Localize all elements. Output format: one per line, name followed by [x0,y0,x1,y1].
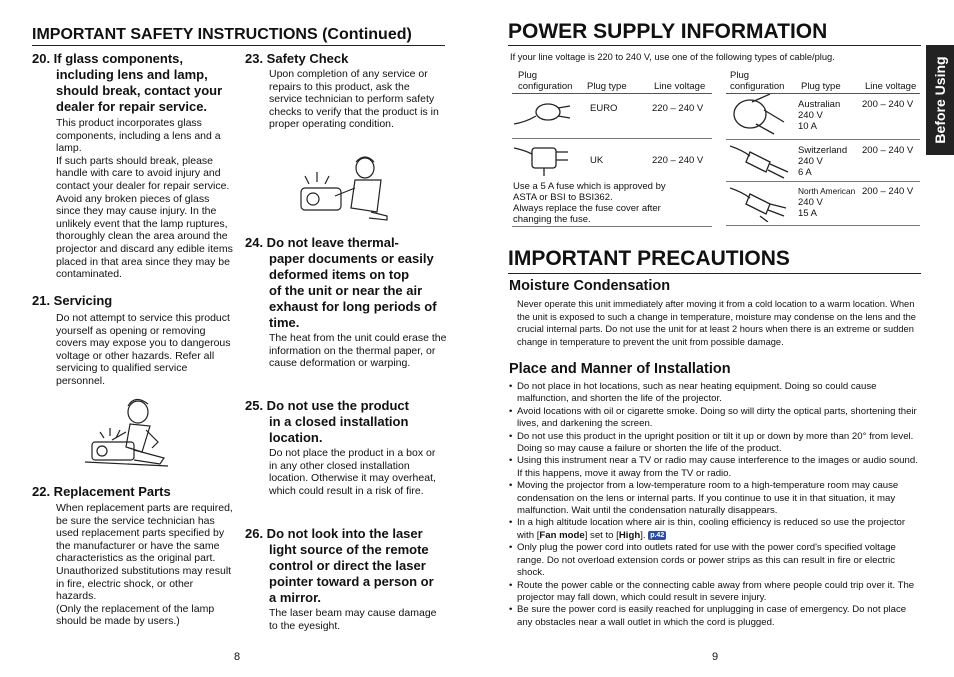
item-25-title [245,398,450,446]
line-voltage-header-2: Line voltage [865,81,917,92]
moisture-body: Never operate this unit immediately after moving it from a cold location to a warm location. When the unit is exposed to such a change in temperature, moisture may condense on the lens and the crucial internal parts. Do not use the unit for at least 2 hours when there is an extreme or sudden change in temperature to prevent the unit from possible damage. [517,299,916,347]
bullet-item: • Do not use this product in the upright position or tilt it up or down by more than 20° from level. Doing so may cause a failure or shorten the life of the product. [509,431,923,456]
plug-config-header-2: Plug configuration [730,70,785,92]
before-using-side-tab [926,45,954,155]
uk-fuse-note: Use a 5 A fuse which is approved by ASTA or BSI to BSI362. Always replace the fuse cover after changing the fuse. [513,181,666,225]
page-reference-badge[interactable]: p.42 [650,531,665,539]
item-24-line: time. [269,315,300,330]
table-rule [512,226,712,227]
uk-type: UK [590,155,604,166]
power-supply-title: POWER SUPPLY INFORMATION [508,20,828,43]
item-26-line: control or direct the laser [269,558,426,573]
item-20-title [32,51,237,115]
power-intro: If your line voltage is 220 to 240 V, use one of the following types of cable/plug. [510,52,835,62]
plug-type-header: Plug type [587,81,627,92]
item-26-title [245,526,450,606]
table-rule [512,138,712,139]
item-24-line: of the unit or near the air [269,283,423,298]
north-american-label: North American [798,186,856,196]
servicing-illustration [80,392,175,474]
australian-type: Australian 240 V 10 A [798,99,841,132]
precautions-title: IMPORTANT PRECAUTIONS [508,247,790,270]
item-20-line: dealer for repair service. [56,99,208,114]
bullet-item-altitude [509,517,923,542]
table-rule [512,93,712,94]
item-22-title: 22. Replacement Parts [32,484,171,499]
australian-voltage: 200 – 240 V [862,99,914,110]
north-american-voltage: 200 – 240 V [862,186,914,197]
switzerland-plug-icon [730,140,794,180]
euro-plug-icon [514,96,574,132]
altitude-text-pre: In a high altitude location where air is thin, cooling efficiency is reduced so use the projector with [ [517,517,906,541]
north-american-type [798,186,855,219]
item-24-line: exhaust for long periods of [269,299,437,314]
item-24-line: deformed items on top [269,267,410,282]
bullet-item: • Avoid locations with oil or cigarette smoke. Doing so will dirty the optical parts, shortening their lives, and darkening the screen. [509,406,923,431]
australian-plug-icon [730,94,790,138]
safety-check-illustration [295,150,395,222]
high-label: High [618,529,641,541]
item-25-line: in a closed installation [269,414,409,429]
bullet-item: • Route the power cable or the connecting cable away from where people could trip over it. The projector may fall down, which could result in severe injury. [509,580,923,605]
item-26-line: a mirror. [269,590,322,605]
table-rule [726,225,920,226]
item-23-title: 23. Safety Check [245,51,349,66]
north-american-plug-icon [730,182,794,222]
precautions-title-rule [508,273,921,274]
uk-plug-icon [514,140,574,178]
bullet-item: • Only plug the power cord into outlets rated for use with the power cord's specified voltage range. Do not overload extension cords or power strips as this can result in fire or electric shock. [509,542,923,579]
left-header-rule [32,45,445,46]
item-26-body: The laser beam may cause damage to the eyesight. [269,607,437,632]
item-25-body: Do not place the product in a box or in any other closed installation location. Otherwise it may overheat, which could result in a risk of fire. [269,447,436,497]
place-title: Place and Manner of Installation [509,361,731,377]
item-20-line: should break, contact your [56,83,223,98]
item-21-body: Do not attempt to service this product yourself as opening or removing covers may expose you to dangerous voltage or other hazards. Refer all servicing to qualified service personnel. [56,312,231,387]
bullet-item: • Using this instrument near a TV or radio may cause interference to the images or audio sound. If this happens, move it away from the TV or radio. [509,455,923,480]
item-21-title: 21. Servicing [32,293,113,308]
item-26-line: light source of the remote [269,542,429,557]
line-voltage-header: Line voltage [654,81,706,92]
item-24-line: paper documents or easily [269,251,434,266]
altitude-text-mid: ] set to [ [584,529,619,541]
bullet-item: • Moving the projector from a low-temperature room to a high-temperature room may cause condensation on the lens or internal parts. If you continue to use it in that situation, it may malfunction. Wait until the condensation naturally disappears. [509,480,923,517]
item-24-body: The heat from the unit could erase the information on the thermal paper, or cause deformation or warping. [269,332,447,370]
item-26-line: 26. Do not look into the laser [245,526,423,541]
uk-voltage: 220 – 240 V [652,155,704,166]
euro-type: EURO [590,103,618,114]
item-23-body: Upon completion of any service or repairs to this product, ask the service technician to perform safety checks to verify that the product is in proper operating condition. [269,68,439,131]
item-25-line: location. [269,430,323,445]
item-26-line: pointer toward a person or [269,574,434,589]
item-20-line: 20. If glass components, [32,51,183,66]
left-page-header: IMPORTANT SAFETY INSTRUCTIONS (Continued) [32,26,412,43]
bullet-item: • Do not place in hot locations, such as near heating equipment. Doing so could cause malfunction, and shorten the life of the projector. [509,381,923,406]
item-20-line: including lens and lamp, [56,67,208,82]
item-20-body: This product incorporates glass components, including a lens and a lamp. If such parts should break, please handle with care to avoid injury and contact your dealer for repair service. Avoid any broken pieces of glass since they may cause injury. In the unlikely event that the lamp ruptures, thoroughly clean the area around the projector and discard any edible items placed in that area since they may be contaminated. [56,117,233,281]
installation-bullets [509,381,923,629]
fan-mode-label: Fan mode [539,529,585,541]
item-24-title [245,235,450,331]
plug-config-header: Plug configuration [518,70,573,92]
right-page-number: 9 [712,651,719,663]
side-tab-label: Before Using [932,56,948,144]
power-title-rule [508,45,921,46]
item-24-line: 24. Do not leave thermal- [245,235,399,250]
moisture-title: Moisture Condensation [509,278,671,294]
euro-voltage: 220 – 240 V [652,103,704,114]
altitude-text-post: ]. [640,529,646,541]
north-american-specs: 240 V 15 A [798,197,823,219]
item-22-body: When replacement parts are required, be sure the service technician has used replacement parts specified by the manufacturer or have the same characteristics as the original part. Unauthorized substitutions may result in fire, electric shock, or other hazards. (Only the replacement of the lamp should be made by users.) [56,502,233,628]
left-page-number: 8 [234,651,241,663]
item-25-line: 25. Do not use the product [245,398,409,413]
switzerland-type: Switzerland 240 V 6 A [798,145,848,178]
switzerland-voltage: 200 – 240 V [862,145,914,156]
bullet-item: • Be sure the power cord is easily reached for unplugging in case of emergency. Do not place any obstacles near a wall outlet in which the cord is plugged. [509,604,923,629]
plug-type-header-2: Plug type [801,81,841,92]
